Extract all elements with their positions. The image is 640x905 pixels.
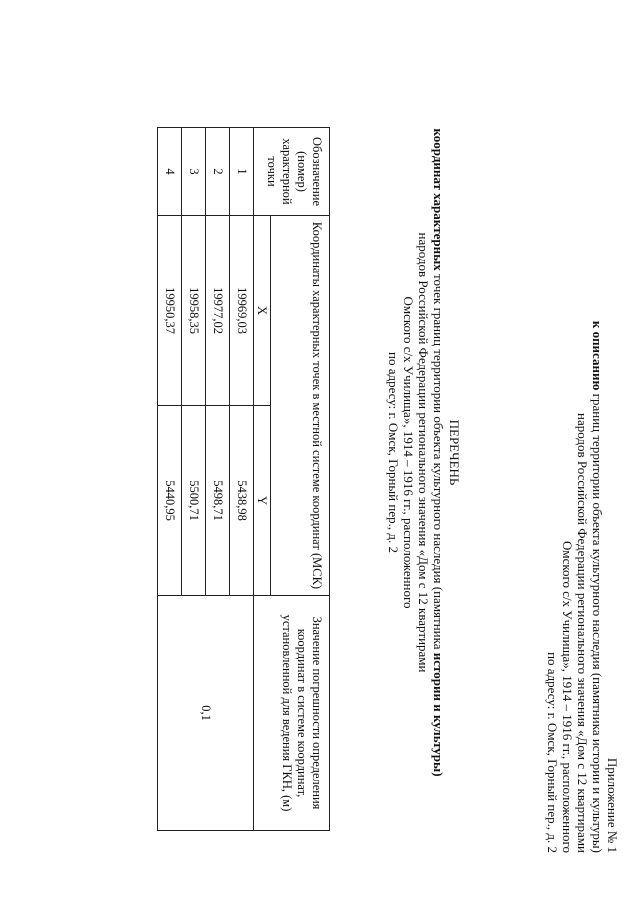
appendix-bold-text: к описанию <box>590 320 605 391</box>
appendix-line-4: Омского с/х Училища», 1914 – 1916 гг., расположенного <box>560 540 575 853</box>
point-column-header: Обозначение (номер) характерной точки <box>254 128 330 216</box>
table-header-row <box>271 128 330 831</box>
x-column-header: X <box>254 216 271 406</box>
point-number: 1 <box>230 128 254 216</box>
error-value: 0,1 <box>158 596 254 831</box>
title-line-1-text: точек границ территории объекта культурного наследия (памятника <box>431 270 446 653</box>
point-number: 3 <box>182 128 206 216</box>
coordinates-column-header: Координаты характерных точек в местной системе координат (МСК) <box>271 216 330 596</box>
x-value: 19950,37 <box>158 216 182 406</box>
x-value: 19969,03 <box>230 216 254 406</box>
point-number: 4 <box>158 128 182 216</box>
title-bold-b: истории и культуры) <box>431 652 446 777</box>
y-value: 5438,98 <box>230 406 254 596</box>
title-line-2: народов Российской Федерации регионального значения «Дом с 12 квартирами <box>416 232 431 673</box>
coordinates-table <box>157 127 330 831</box>
y-column-header: Y <box>254 406 271 596</box>
appendix-line-3: народов Российской Федерации регионального значения «Дом с 12 квартирами <box>575 413 590 853</box>
title-line-1 <box>431 0 446 905</box>
y-value: 5500,71 <box>182 406 206 596</box>
title-line-4: по адресу: г. Омск, Горный пер., д. 2 <box>386 352 401 553</box>
title-line-3: Омского с/х Училища», 1914 – 1916 гг., расположенного <box>401 296 416 609</box>
appendix-number: Приложение № 1 <box>605 757 620 853</box>
y-value: 5440,95 <box>158 406 182 596</box>
appendix-line-2-text: границ территории объекта культурного наследия (памятника истории и культуры) <box>590 390 605 853</box>
x-value: 19958,35 <box>182 216 206 406</box>
table-row <box>230 128 254 831</box>
y-value: 5498,71 <box>206 406 230 596</box>
error-column-header: Значение погрешности определения координат в системе координат, установленной для ведения ГКН, (м) <box>254 596 330 831</box>
x-value: 19977,02 <box>206 216 230 406</box>
page-title: ПЕРЕЧЕНЬ <box>447 419 462 486</box>
appendix-line-5: по адресу: г. Омск, Горный пер., д. 2 <box>545 652 560 853</box>
appendix-line-2 <box>590 0 605 853</box>
title-bold-a: координат характерных <box>431 128 446 271</box>
point-number: 2 <box>206 128 230 216</box>
